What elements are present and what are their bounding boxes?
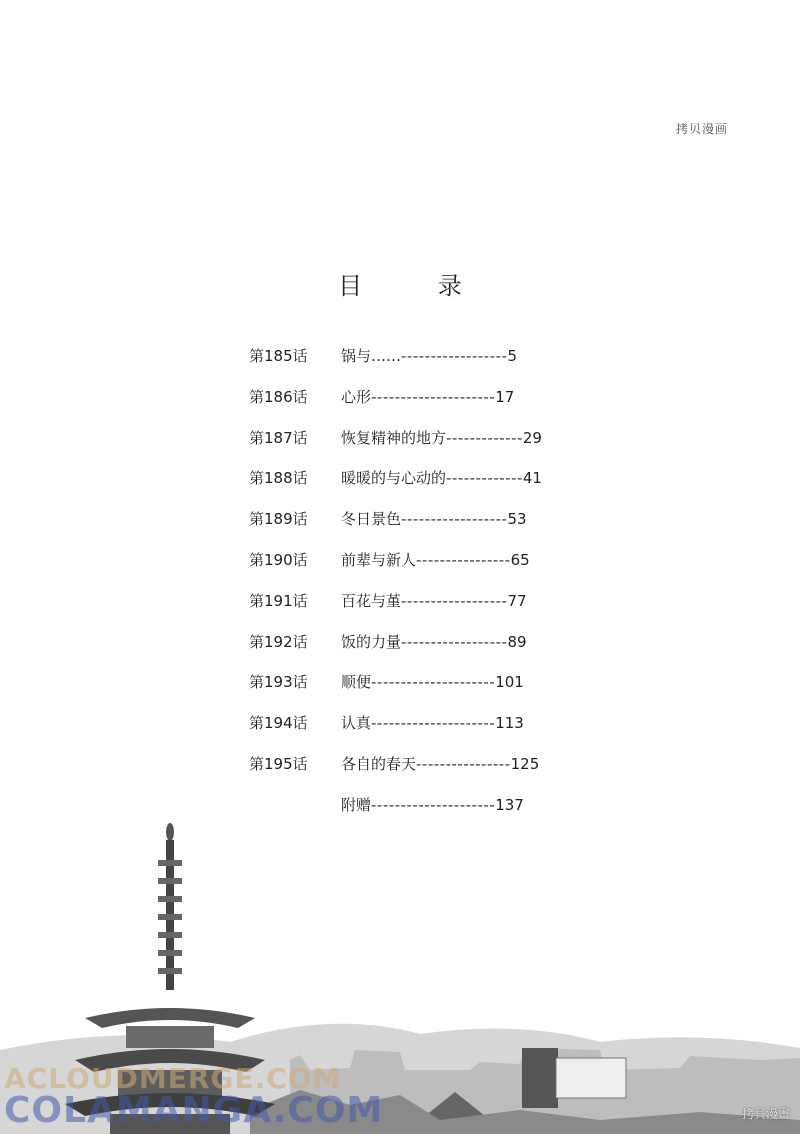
leader-dashes: ------------------ [401, 591, 508, 610]
chapter-title: 心形 [341, 387, 372, 406]
chapter-number: 第190话 [249, 550, 308, 569]
chapter-entry [341, 468, 609, 488]
chapter-title: 前辈与新人 [341, 550, 417, 569]
watermark-colamanga: COLAMANGA.COM [4, 1090, 384, 1131]
leader-dashes: --------------------- [371, 673, 496, 692]
chapter-entry [341, 591, 609, 611]
watermark-acloudmerge: ACLOUDMERGE.COM [4, 1062, 342, 1095]
chapter-title: 冬日景色 [341, 510, 402, 529]
chapter-title: 锅与…… [341, 347, 402, 365]
page-number: 41 [522, 469, 542, 488]
page-number: 113 [495, 714, 524, 733]
chapter-entry [341, 509, 609, 529]
toc-row [249, 387, 609, 428]
page-number: 29 [522, 428, 542, 447]
toc-row [249, 346, 609, 387]
page-number: 89 [507, 632, 527, 651]
leader-dashes: ---------------- [416, 754, 511, 773]
leader-dashes: ------------- [446, 469, 523, 488]
toc-row [249, 754, 609, 795]
chapter-entry [341, 346, 609, 366]
pagoda-roof-top [85, 1008, 255, 1028]
spire-jewel [166, 823, 174, 841]
toc-row [249, 672, 609, 713]
chapter-title: 顺便 [341, 673, 372, 692]
publisher-brand: 拷贝漫画 [675, 122, 728, 136]
chapter-number: 第186话 [249, 387, 308, 406]
leader-dashes: ------------- [446, 428, 523, 447]
chapter-entry [341, 632, 609, 652]
chapter-entry [341, 754, 609, 774]
chapter-number: 第189话 [249, 510, 308, 529]
chapter-number: 第194话 [249, 714, 308, 733]
toc-row [249, 591, 609, 632]
page-number: 5 [507, 347, 517, 365]
chapter-entry [341, 795, 609, 815]
chapter-number: 第185话 [249, 347, 308, 365]
page-number: 137 [495, 795, 524, 814]
chapter-number: 第192话 [249, 632, 308, 651]
table-of-contents [249, 346, 609, 836]
toc-row [249, 632, 609, 673]
chapter-entry [341, 550, 609, 570]
chapter-number: 第191话 [249, 591, 308, 610]
chapter-title: 认真 [341, 714, 372, 733]
chapter-entry [341, 387, 609, 407]
leader-dashes: --------------------- [371, 387, 496, 406]
chapter-number: 第193话 [249, 673, 308, 692]
chapter-title: 恢复精神的地方 [341, 428, 447, 447]
page-number: 125 [510, 754, 540, 773]
building-white [556, 1058, 626, 1098]
building-block [522, 1048, 558, 1108]
page-number: 17 [495, 387, 515, 406]
page-number: 77 [507, 591, 527, 610]
pagoda-body-top [126, 1026, 214, 1048]
corner-logo: 拷貝漫畫 [741, 1107, 790, 1121]
chapter-entry [341, 713, 609, 733]
leader-dashes: --------------------- [371, 795, 496, 814]
page-number: 65 [510, 550, 530, 569]
leader-dashes: ------------------ [401, 347, 508, 365]
chapter-number: 第195话 [249, 754, 308, 773]
chapter-title: 各自的春天 [341, 754, 417, 773]
toc-row [249, 509, 609, 550]
chapter-title: 百花与堇 [341, 591, 402, 610]
toc-row [249, 550, 609, 591]
page-number: 101 [495, 673, 524, 692]
chapter-title: 饭的力量 [341, 632, 402, 651]
chapter-title: 附赠 [341, 795, 372, 814]
chapter-number: 第188话 [249, 469, 308, 488]
toc-row [249, 428, 609, 469]
leader-dashes: ---------------- [416, 550, 511, 569]
chapter-entry [341, 672, 609, 692]
chapter-entry [341, 428, 609, 448]
toc-heading: 目 录 [338, 272, 496, 300]
leader-dashes: ------------------ [401, 510, 508, 529]
chapter-title: 暖暖的与心动的 [341, 469, 447, 488]
toc-row [249, 468, 609, 509]
page-number: 53 [507, 510, 527, 529]
leader-dashes: ------------------ [401, 632, 508, 651]
chapter-number: 第187话 [249, 428, 308, 447]
leader-dashes: --------------------- [371, 714, 496, 733]
toc-row [249, 713, 609, 754]
